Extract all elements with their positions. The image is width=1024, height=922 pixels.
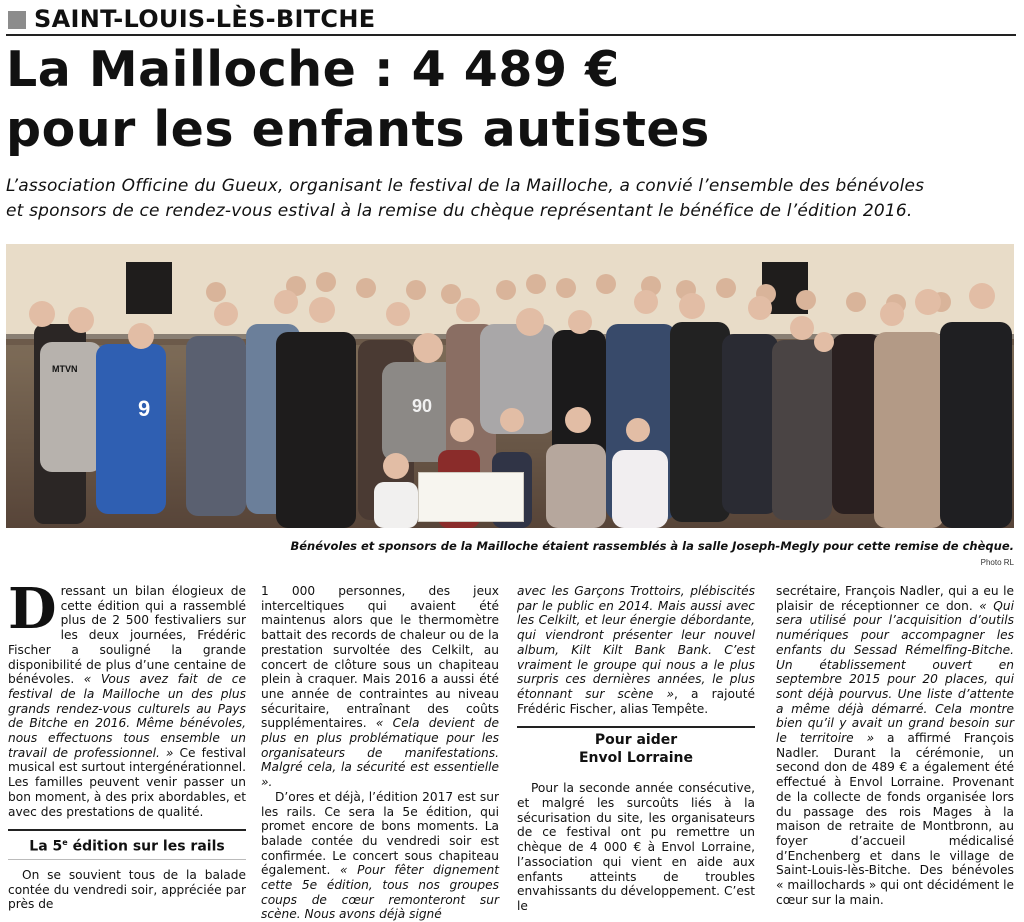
paragraph: Pour la seconde année consécutive, et malgré les surcoûts liés à la sécurisation du site, les organisateurs de ce festival ont pu remettre un chèque de 4 000 € à Envol Lorraine, l’association qui vient en aide aux enfants atteints de troubles envahissants du développement. C’est le [517,781,755,913]
subheading-5th-edition [8,829,246,860]
article-column-3 [517,584,755,914]
subheading-text: La 5 [29,838,63,855]
photo-caption: Bénévoles et sponsors de la Mailloche étaient rassemblés à la salle Joseph-Megly pour cette remise de chèque. [290,539,1014,553]
kicker-text: SAINT-LOUIS-LÈS-BITCHE [34,5,376,33]
quote-text: « Pour fêter dignement cette 5e édition, tous nos groupes coups de cœur remonteront sur scène. Nous avons déjà signé [261,863,499,922]
subheading-superscript: e [62,838,68,848]
subheading-text: édition sur les rails [67,838,225,855]
headline-line-1: La Mailloche : 4 489 € [6,41,620,98]
tshirt-print: MTVN [52,364,78,374]
body-text: secrétaire, François Nadler, qui a eu le plaisir de réceptionner ce don. [776,584,1014,613]
body-text: Ce festival musical est surtout intergénérationnel. Les familles peuvent venir passer un bon moment, à des prix abordables, et avec des prestations de qualité. [8,745,246,819]
paragraph: On se souvient tous de la balade contée du vendredi soir, appréciée par près de [8,867,246,912]
body-text: a affirmé François Nadler. Durant la cérémonie, un second don de 489 € a également été effectué à Envol Lorraine. Provenant de la collecte de fonds organisée lors du passage des rois Mages à la maison de retraite de Montbronn, au foyer d’accueil médicalisé d’Enchenberg et dans le village de Saint-Louis-lès-Bitche. Des bénévoles « maillochards » qui ont décidément le cœur sur la main. [776,731,1015,907]
quote-text: « Cela devient de plus en plus problématique pour les organisateurs de manifestations. Malgré cela, la sécurité est essentielle ». [261,716,500,790]
standfirst-line-1: L’association Officine du Gueux, organisant le festival de la Mailloche, a convié l’ensemble des bénévoles [6,176,925,196]
body-text: , a rajouté Frédéric Fischer, alias Tempête. [517,686,755,716]
kicker-square-icon [8,11,26,29]
article-column-4 [776,584,1014,907]
body-text: 1 000 personnes, des jeux interceltiques qui avaient été maintenus alors que le thermomètre battait des records de chaleur ou de la prestation survoltée des Celkilt, au concert de clôture sous un chapiteau plein à craquer. Mais 2016 a aussi été une année de contraintes au niveau sécuritaire, entraînant des coûts supplémentaires. [261,584,499,731]
body-text: ressant un bilan élogieux de cette édition qui a rassemblé plus de 2 500 festivaliers sur les deux journées, Frédéric Fischer a souligné la grande disponibilité de plus d’une centaine de bénévoles. [8,584,246,687]
subheading-line-2: Envol Lorraine [578,750,693,767]
jersey-number: 9 [138,396,151,421]
drop-cap: D [8,576,57,642]
headline [6,40,1016,160]
body-text: D’ores et déjà, l’édition 2017 est sur les rails. Ce sera la 5e édition, qui promet encore de bons moments. La balade contée du vendredi soir est confirmée. Le concert sous chapiteau également. [261,789,499,878]
standfirst-line-2: et sponsors de ce rendez-vous estival à la remise du chèque représentant le bénéfice de l’édition 2016. [6,201,913,221]
subheading-line-1: Pour aider [594,732,678,749]
standfirst [6,174,1016,224]
sweater-print: 90 [412,396,433,416]
section-kicker [6,4,1016,36]
group-photo [6,244,1014,528]
paragraph [261,584,499,790]
quote-text: « Qui sera utilisé pour l’acquisition d’outils numériques pour accompagner les enfants du Sessad Rémelfing-Bitche. Un établissement ouvert en septembre 2015 pour 20 places, qui sont déjà pourvus. Une liste d’attente a même déjà démarré. Cela montre bien qu’il y avait un grand besoin sur le territoire » [776,598,1015,746]
paragraph [261,790,499,922]
quote-text: « Vous avez fait de ce festival de la Mailloche un des plus grands rendez-vous culturels au Pays de Bitche en 2016. Même bénévoles, nous effectuons tous ensemble un travail de professionnel. » [8,672,246,760]
subheading-envol-lorraine [517,726,755,771]
article-column-1 [8,576,246,912]
paragraph [8,576,246,819]
quote-text: avec les Garçons Trottoirs, plébiscités par le public en 2014. Mais aussi avec les Celkilt, et leur énergie débordante, qui viendront présenter leur nouvel album, Kilt Kilt Bank Bank. C’est vraiment le groupe qui nous a le plus surpris ces dernières années, le plus étonnant sur scène » [517,584,755,701]
headline-line-2: pour les enfants autistes [6,101,710,158]
article-column-2 [261,584,499,922]
photo-credit: Photo RL [980,558,1014,567]
paragraph [776,584,1014,907]
paragraph [517,584,755,716]
giant-cheque [418,472,524,522]
